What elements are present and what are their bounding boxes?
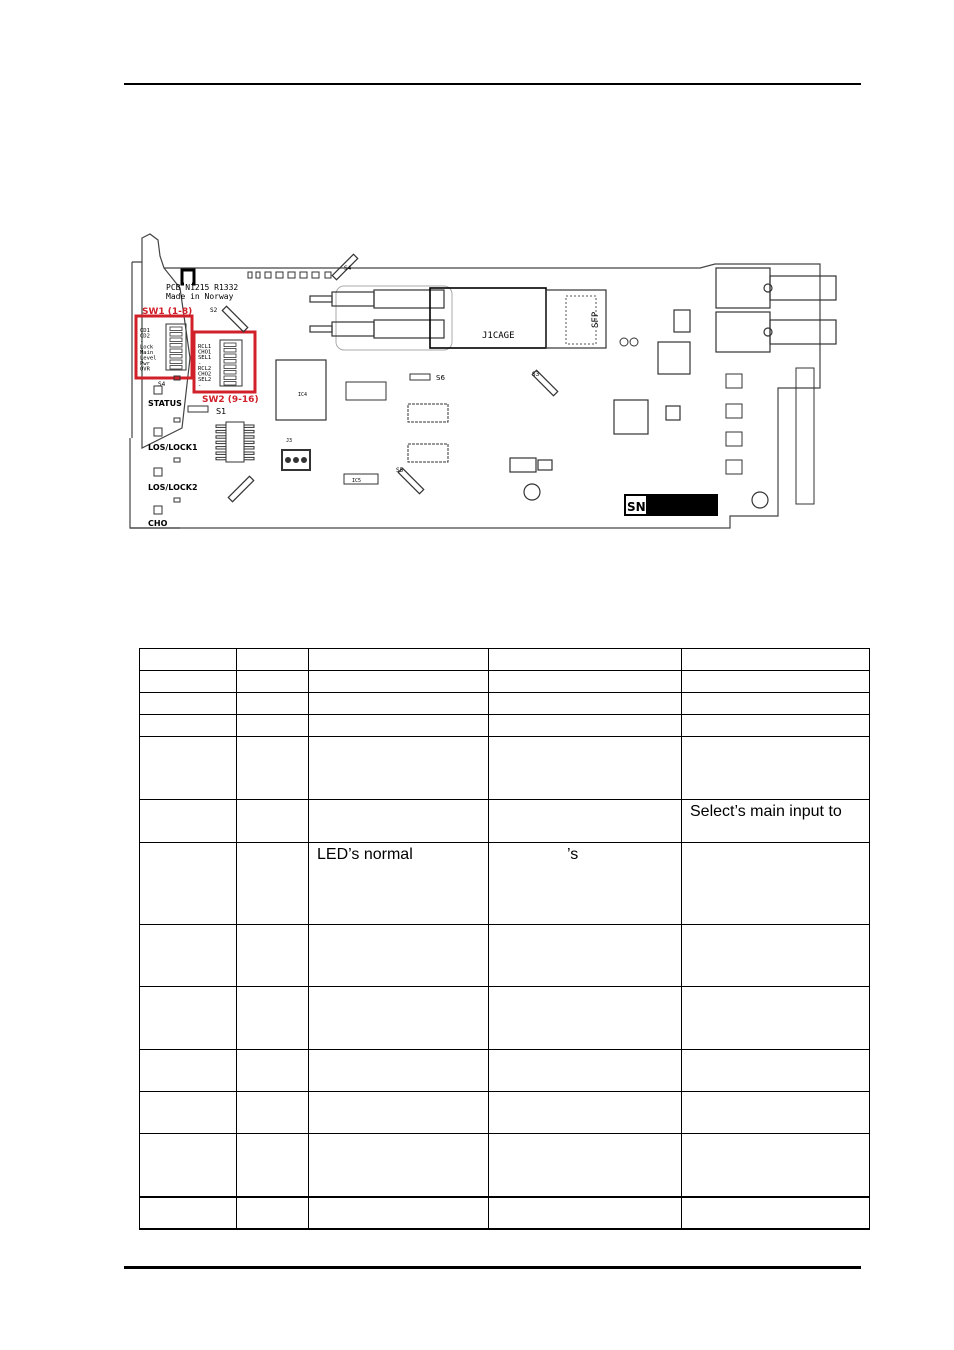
dip-switch-key [224, 371, 236, 375]
table-cell [140, 671, 237, 693]
table-cell [682, 649, 870, 671]
dip-switch-key [224, 349, 236, 353]
table-cell [237, 925, 309, 987]
table-cell [489, 1092, 682, 1134]
table-cell [309, 800, 489, 843]
chip-pin [244, 425, 254, 427]
table-cell [237, 1050, 309, 1092]
table-row [140, 987, 870, 1050]
table-cell [140, 925, 237, 987]
dip-pin-label: Level [140, 355, 157, 362]
dip-pin-label: CD1 [140, 328, 150, 334]
chip-pin [244, 441, 254, 443]
table-cell [489, 693, 682, 715]
chip-right-group [510, 310, 768, 508]
table-cell [309, 1197, 489, 1229]
footer-rule [124, 1266, 861, 1269]
dip-pin-label: RCL1 [198, 344, 212, 350]
svg-text:IC5: IC5 [352, 478, 362, 484]
table-cell [140, 1050, 237, 1092]
table-cell [489, 1134, 682, 1197]
table-cell [237, 987, 309, 1050]
table-cell [682, 1197, 870, 1229]
table-row [140, 1197, 870, 1229]
table-cell [237, 671, 309, 693]
table-cell [489, 1050, 682, 1092]
dip-pin-label: - [140, 339, 144, 345]
dip-pin-label: SEL2 [198, 377, 212, 383]
table-cell [309, 925, 489, 987]
table-cell [309, 693, 489, 715]
dip-switch-key [224, 360, 236, 364]
table-cell [237, 1092, 309, 1134]
table-cell [682, 715, 870, 737]
chip-r1 [346, 382, 386, 400]
table-cell [682, 1134, 870, 1197]
sfp-label: SFP [591, 311, 601, 328]
connector-j3 [282, 438, 310, 470]
dip-pin-label: OVR [140, 366, 150, 373]
chip-pin [244, 430, 254, 432]
cage-label: J1CAGE [482, 331, 515, 341]
table-row [140, 693, 870, 715]
sw2-label: SW2 (9-16) [202, 395, 259, 405]
svg-text:S4: S4 [158, 381, 166, 388]
dip-switch-key [224, 354, 236, 358]
dip-switch-key [170, 360, 182, 364]
table-cell [140, 800, 237, 843]
dip-switch-key [170, 366, 182, 370]
dip-pin-label: SEL1 [198, 355, 212, 361]
table-cell [682, 737, 870, 800]
table-cell [140, 693, 237, 715]
table-row [140, 925, 870, 987]
table-cell [140, 1092, 237, 1134]
table-cell [237, 843, 309, 925]
s6-label: S6 [436, 374, 445, 382]
chip-pin [216, 441, 226, 443]
table-row [140, 1134, 870, 1197]
dip-switch-key [170, 349, 182, 353]
table-cell [489, 737, 682, 800]
chip-pin [216, 425, 226, 427]
sw1-label: SW1 (1-8) [142, 307, 193, 317]
svg-text:S5: S5 [396, 467, 404, 474]
dip-switch-key [224, 376, 236, 380]
dip-pin-label: - [198, 382, 202, 389]
chip-pin [244, 447, 254, 449]
los-lock2-label: LOS/LOCK2 [148, 483, 198, 492]
s1-label: S1 [216, 407, 227, 416]
dip-switch-key [170, 344, 182, 348]
svg-text:S2: S2 [210, 307, 218, 314]
table-cell: Select’s main input to [682, 800, 870, 843]
table-cell [140, 987, 237, 1050]
table-row [140, 1092, 870, 1134]
table-cell [489, 671, 682, 693]
table-row [140, 737, 870, 800]
bnc-connectors [716, 268, 836, 352]
dip-pin-label: - [198, 360, 202, 367]
table-row [140, 715, 870, 737]
dip-pin-label: RCL2 [198, 366, 212, 372]
chip-ic-left [216, 422, 254, 462]
table-cell [309, 1050, 489, 1092]
table-cell [237, 800, 309, 843]
table-cell [140, 1197, 237, 1229]
chip-large [276, 360, 326, 420]
table-cell [489, 925, 682, 987]
fiber-connectors [310, 290, 444, 338]
table-cell [489, 1197, 682, 1229]
table-cell [489, 649, 682, 671]
status-label: STATUS [148, 399, 182, 408]
table-row [140, 671, 870, 693]
svg-text:IC4: IC4 [298, 392, 308, 398]
chip-pin [216, 447, 226, 449]
table-cell [682, 671, 870, 693]
board-diagram [120, 228, 850, 536]
table-cell [682, 843, 870, 925]
table-cell [682, 1050, 870, 1092]
table-cell [309, 671, 489, 693]
table-row [140, 800, 870, 843]
table-cell [682, 925, 870, 987]
table-cell [489, 800, 682, 843]
table-cell [309, 715, 489, 737]
chip-pin [216, 457, 226, 459]
table-row [140, 843, 870, 925]
table-cell [237, 1197, 309, 1229]
table-cell [140, 649, 237, 671]
dip-switch-key [224, 365, 236, 369]
chip-pin [216, 452, 226, 454]
table-cell [309, 1092, 489, 1134]
table-cell [682, 1092, 870, 1134]
table-cell [140, 737, 237, 800]
chip-pin [216, 436, 226, 438]
table-cell [489, 987, 682, 1050]
chip-ic8 [408, 444, 448, 462]
table-cell [309, 649, 489, 671]
table-row [140, 649, 870, 671]
dip-switch-key [170, 355, 182, 359]
table-row [140, 1050, 870, 1092]
chip-pin [216, 430, 226, 432]
table-cell [309, 1134, 489, 1197]
table-cell: LED’s normal [309, 843, 489, 925]
dip-pin-label: CD2 [140, 333, 150, 340]
svg-text:S4: S4 [344, 265, 352, 272]
dip-switch-key [170, 338, 182, 342]
table-cell [309, 987, 489, 1050]
table-cell: ’s [489, 843, 682, 925]
chip-ic11-14 [726, 374, 742, 474]
table-cell [237, 715, 309, 737]
serial-number-box [624, 494, 718, 516]
svg-text:J3: J3 [286, 438, 293, 444]
los-lock1-label: LOS/LOCK1 [148, 443, 198, 452]
table-cell [237, 1134, 309, 1197]
chip-pin [244, 457, 254, 459]
dip-pin-label: CHO1 [198, 349, 212, 356]
table-cell [140, 1134, 237, 1197]
switch-settings-table [139, 648, 870, 1230]
table-cell [140, 843, 237, 925]
table-cell [237, 693, 309, 715]
table-cell [682, 987, 870, 1050]
svg-text:S3: S3 [532, 371, 540, 378]
chip-pin [244, 436, 254, 438]
dip-switch-key [224, 382, 236, 386]
dip-pin-label: Pwr [140, 361, 150, 367]
header-rule [124, 83, 861, 85]
table-cell [237, 649, 309, 671]
dip-pin-label: Lock [140, 344, 154, 351]
table-cell [237, 737, 309, 800]
dip-pin-label: Main [140, 350, 154, 356]
table-cell [309, 737, 489, 800]
table-cell [140, 715, 237, 737]
dip-switch-key [170, 327, 182, 331]
cho-label: CHO [148, 519, 168, 528]
table-cell [489, 715, 682, 737]
dip-pin-label: CHO2 [198, 371, 212, 378]
chip-pin [244, 452, 254, 454]
dip-switch-key [170, 333, 182, 337]
pcb-text: PCB N1215 R1332 [166, 283, 239, 292]
table-cell [682, 693, 870, 715]
chip-ic7 [408, 404, 448, 422]
made-in-text: Made in Norway [166, 292, 234, 301]
svg-text:SN: SN [627, 500, 646, 514]
dip-switch-key [224, 343, 236, 347]
